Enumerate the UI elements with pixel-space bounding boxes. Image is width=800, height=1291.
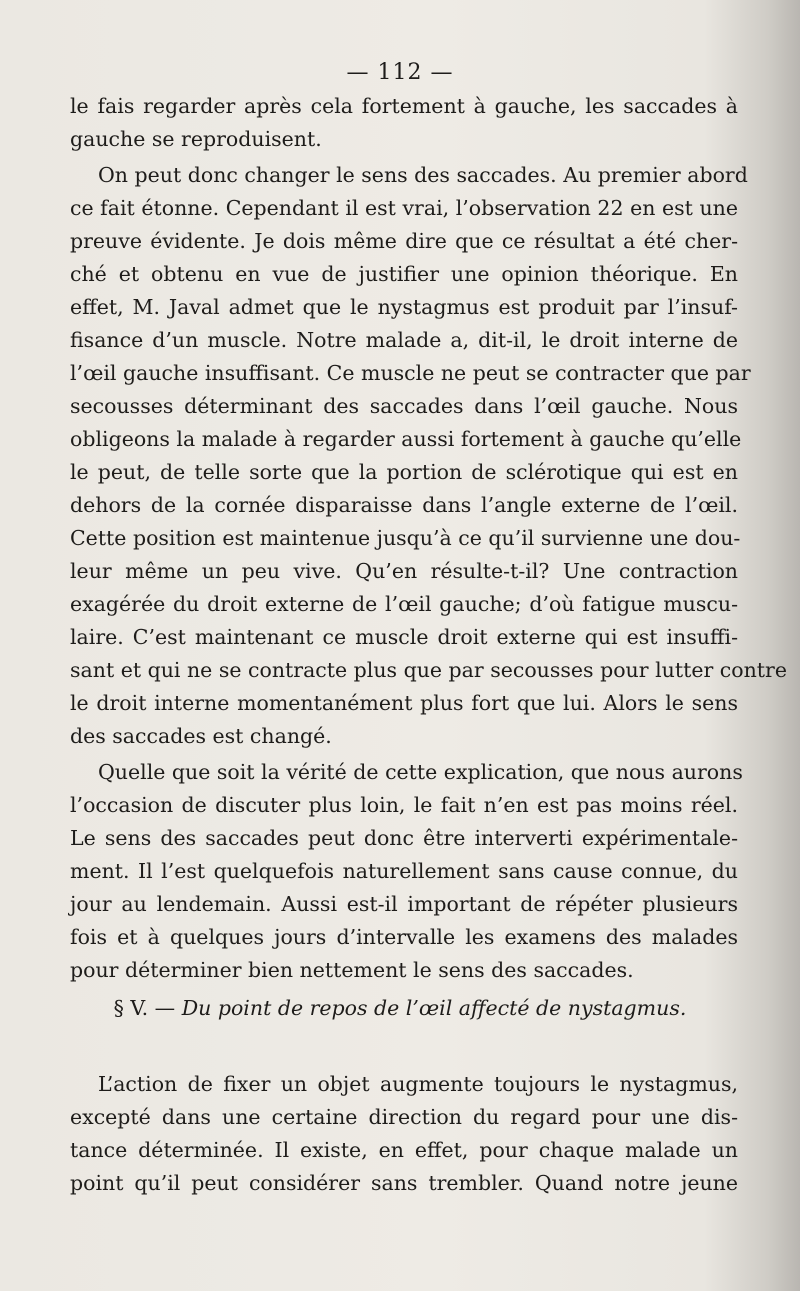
text-line: obligeons la malade à regarder aussi fortement à gauche qu’elle	[70, 427, 742, 451]
text-line: le droit interne momentanément plus fort que lui. Alors le sens	[70, 691, 738, 715]
text-line: fois et à quelques jours d’intervalle les examens des malades	[70, 925, 738, 949]
text-line: ché et obtenu en vue de justifier une opinion théorique. En	[70, 262, 738, 286]
text-line: l’occasion de discuter plus loin, le fait n’en est pas moins réel.	[70, 793, 738, 817]
text-line: Le sens des saccades peut donc être interverti expérimentale-	[70, 826, 738, 850]
text-line: Cette position est maintenue jusqu’à ce qu’il survienne une dou-	[70, 526, 741, 550]
page-number: — 112 —	[346, 60, 454, 85]
text-line: L’action de fixer un objet augmente toujours le nystagmus,	[98, 1072, 738, 1096]
text-line: On peut donc changer le sens des saccades. Au premier abord	[98, 163, 748, 187]
text-line: preuve évidente. Je dois même dire que ce résultat a été cher-	[70, 229, 738, 253]
text-line: Quelle que soit la vérité de cette explication, que nous aurons	[98, 760, 743, 784]
text-line: sant et qui ne se contracte plus que par secousses pour lutter contre	[70, 658, 787, 682]
text-line: dehors de la cornée disparaisse dans l’angle externe de l’œil.	[70, 493, 738, 517]
text-line: pour déterminer bien nettement le sens des saccades.	[70, 958, 634, 982]
section-heading	[0, 996, 800, 1020]
text-line: point qu’il peut considérer sans trembler. Quand notre jeune	[70, 1171, 738, 1195]
text-line: jour au lendemain. Aussi est-il important de répéter plusieurs	[70, 892, 738, 916]
section-title: Du point de repos de l’œil affecté de nystagmus.	[181, 996, 687, 1020]
text-line: des saccades est changé.	[70, 724, 332, 748]
text-line: le peut, de telle sorte que la portion de sclérotique qui est en	[70, 460, 738, 484]
text-line: ment. Il l’est quelquefois naturellement sans cause connue, du	[70, 859, 738, 883]
section-number: § V. —	[113, 996, 176, 1020]
text-line: laire. C’est maintenant ce muscle droit externe qui est insuffi-	[70, 625, 738, 649]
text-line: fisance d’un muscle. Notre malade a, dit-il, le droit interne de	[70, 328, 738, 352]
text-line: ce fait étonne. Cependant il est vrai, l’observation 22 en est une	[70, 196, 738, 220]
text-line: effet, M. Javal admet que le nystagmus est produit par l’insuf-	[70, 295, 738, 319]
text-line: exagérée du droit externe de l’œil gauche; d’où fatigue muscu-	[70, 592, 738, 616]
text-line: gauche se reproduisent.	[70, 127, 322, 151]
text-line: le fais regarder après cela fortement à gauche, les saccades à	[70, 94, 738, 118]
text-line: leur même un peu vive. Qu’en résulte-t-il? Une contraction	[70, 559, 738, 583]
text-line: excepté dans une certaine direction du regard pour une dis-	[70, 1105, 738, 1129]
text-line: tance déterminée. Il existe, en effet, pour chaque malade un	[70, 1138, 738, 1162]
text-line: secousses déterminant des saccades dans l’œil gauche. Nous	[70, 394, 738, 418]
text-line: l’œil gauche insuffisant. Ce muscle ne peut se contracter que par	[70, 361, 751, 385]
